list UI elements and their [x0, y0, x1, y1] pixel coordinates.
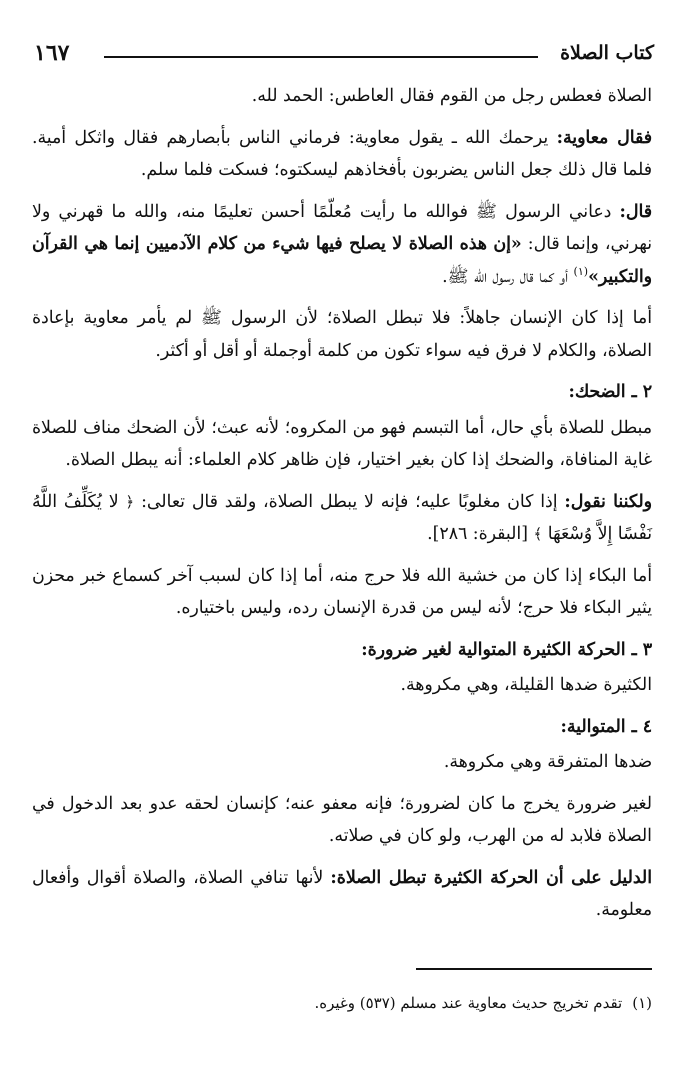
body-text [32, 80, 652, 936]
paragraph-text: يرحمك الله ـ يقول معاوية: فرماني الناس بأبصارهم فقال واثكل أمية. فلما قال ذلك جعل الناس يضربون بأفخاذهم ليسكتوه؛ فسكت فلما سلم. [32, 127, 652, 180]
paragraph [32, 486, 652, 551]
paragraph [32, 669, 652, 702]
paragraph-text: دعاني الرسول ﷺ فوالله ما رأيت مُعلّمًا أحسن تعليمًا منه، والله ما قهرني ولا نهرني، وإنما قال: [32, 201, 653, 254]
footnote-reference: (١) [573, 264, 589, 278]
quran-open-bracket: ﴿ [125, 492, 135, 511]
paragraph-lead: ولكننا نقول: [564, 491, 652, 512]
header-rule [104, 56, 538, 58]
paragraph-text: الكثيرة ضدها القليلة، وهي مكروهة. [400, 675, 652, 695]
section-heading-text: ٤ ـ المتوالية: [560, 716, 652, 737]
paragraph-text: مبطل للصلاة بأي حال، أما التبسم فهو من المكروه؛ لأنه عبث؛ لأن الضحك مناف للصلاة غاية المنافاة، والضحك إذا كان بغير اختيار، فإن ظاهر كلام العلماء: أنه يبطل الصلاة. [32, 417, 652, 470]
paragraph [32, 412, 652, 477]
paragraph-text: أو كما قال رسول الله ﷺ. [442, 266, 574, 287]
footnote [32, 990, 652, 1016]
paragraph-text: أما إذا كان الإنسان جاهلاً: فلا تبطل الصلاة؛ لأن الرسول ﷺ لم يأمر معاوية بإعادة الصلاة، والكلام لا فرق فيه سواء تكون من كلمة أوجملة أو أقل أو أكثر. [32, 308, 652, 361]
running-title: كتاب الصلاة [560, 42, 654, 64]
paragraph [32, 80, 652, 113]
section-heading [32, 711, 652, 744]
footnote-rule [416, 968, 652, 970]
quran-verse: لا يُكَلِّفُ اللَّهُ نَفْسًا إِلاَّ وُسْعَهَا [32, 491, 652, 544]
paragraph-text: ضدها المتفرقة وهي مكروهة. [443, 752, 652, 772]
section-heading [32, 376, 652, 409]
footnote-text: تقدم تخريج حديث معاوية عند مسلم (٥٣٧) وغيره. [314, 994, 623, 1012]
paragraph-text: لأنها تنافي الصلاة، والصلاة أقوال وأفعال معلومة. [32, 867, 652, 920]
paragraph-text: أما البكاء إذا كان من خشية الله فلا حرج منه، أما إذا كان لسبب آخر كسماع خبر محزن يثير البكاء فلا حرج؛ لأنه ليس من قدرة الإنسان رده، وليس باختياره. [32, 565, 652, 618]
paragraph [32, 302, 652, 367]
paragraph [32, 862, 652, 927]
paragraph [32, 788, 652, 853]
verse-reference: [البقرة: ٢٨٦]. [427, 524, 534, 544]
section-heading-text: ٣ ـ الحركة الكثيرة المتوالية لغير ضرورة: [361, 639, 652, 660]
paragraph [32, 746, 652, 779]
section-heading-text: ٢ ـ الضحك: [568, 382, 652, 402]
paragraph-text: إذا كان مغلوبًا عليه؛ فإنه لا يبطل الصلاة، ولقد قال تعالى: [134, 491, 565, 512]
page-number: ١٦٧ [34, 40, 70, 66]
hadith-quote: «إن هذه الصلاة لا يصلح فيها شيء من كلام الآدميين إنما هي القرآن والتكبير» [32, 234, 652, 287]
paragraph-lead: قال: [619, 201, 652, 222]
paragraph-text: لغير ضرورة يخرج ما كان لضرورة؛ فإنه معفو عنه؛ كإنسان لحقه عدو بعد الدخول في الصلاة فلابد له من الهرب، ولو كان في صلاته. [32, 793, 652, 846]
paragraph [32, 560, 652, 625]
paragraph [32, 196, 652, 294]
paragraph [32, 122, 652, 187]
paragraph-lead: فقال معاوية: [556, 127, 652, 148]
paragraph-text: الصلاة فعطس رجل من القوم فقال العاطس: الحمد لله. [251, 86, 652, 106]
page-header [34, 38, 654, 70]
section-heading [32, 634, 652, 667]
footnote-marker: (١) [632, 994, 652, 1012]
paragraph-lead: الدليل على أن الحركة الكثيرة تبطل الصلاة: [330, 867, 652, 888]
quran-close-bracket: ﴾ [533, 525, 543, 543]
